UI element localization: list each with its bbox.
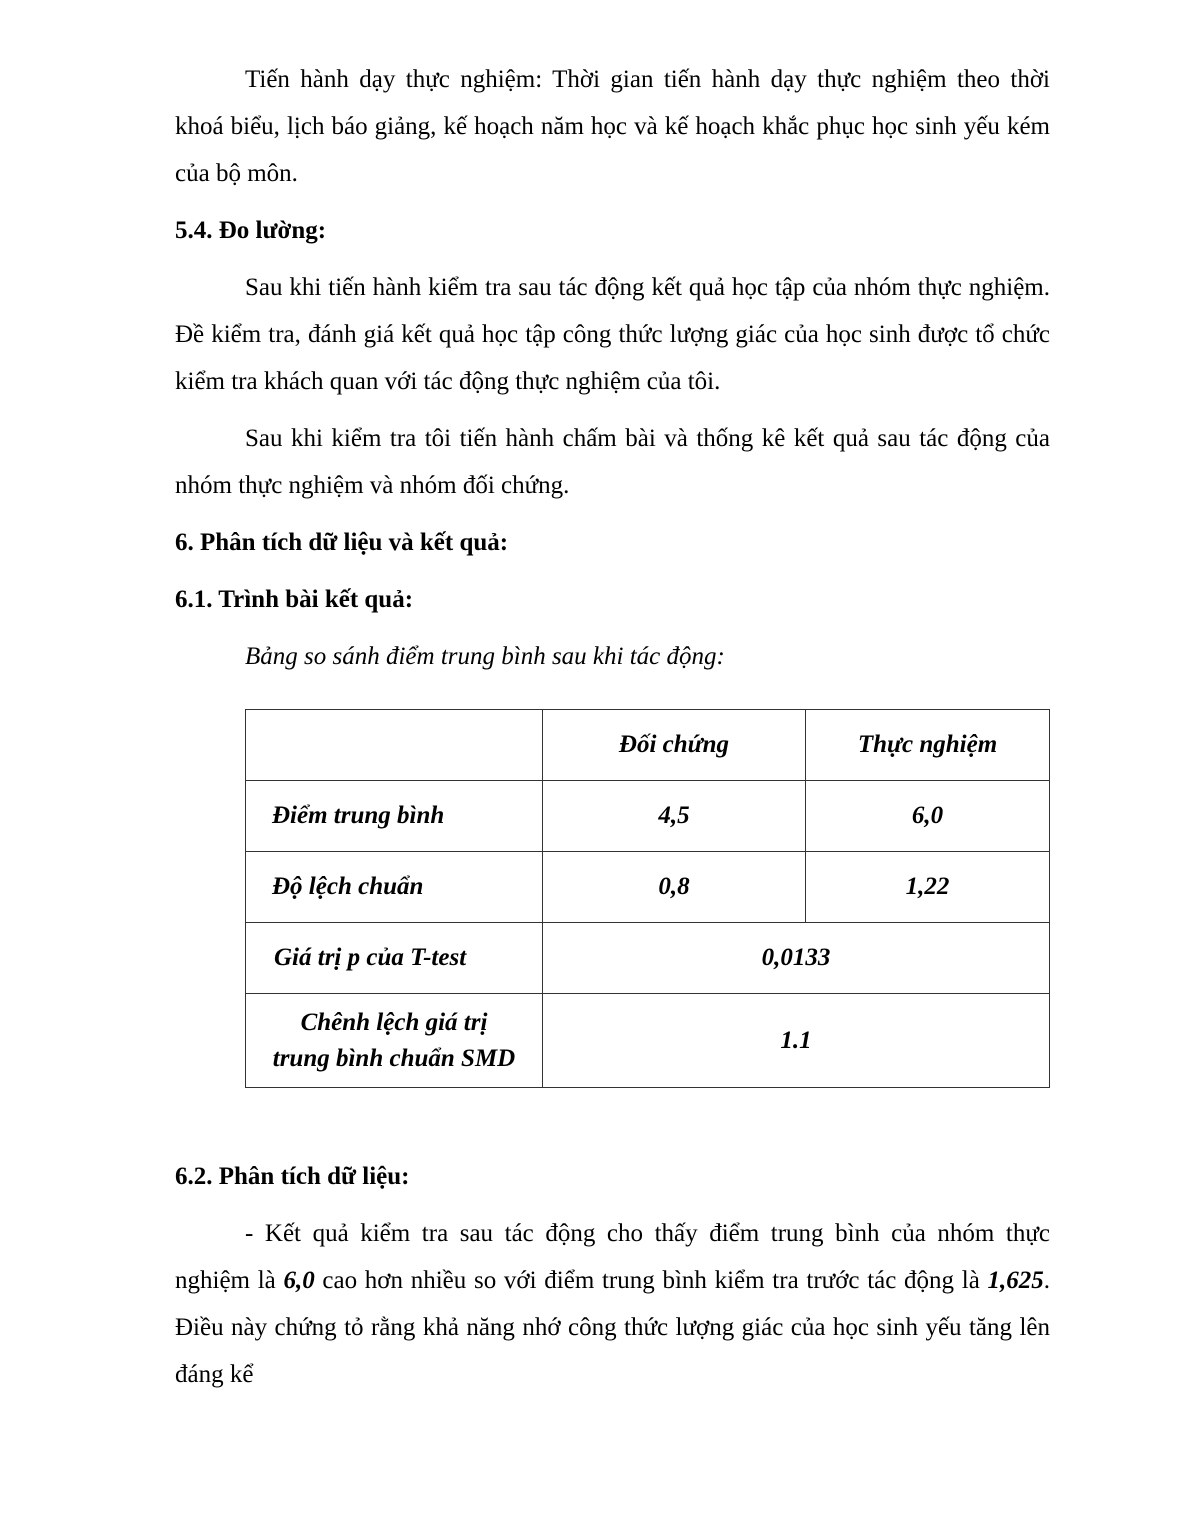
analysis-text-c: . Điều này chứng tỏ rằng khả năng nhớ công thức lượng giác của học sinh yếu tăng lên đáng kể xyxy=(175,1267,1051,1388)
row-smd-label-line1: Chênh lệch giá trị xyxy=(300,1008,488,1036)
heading-6-1: 6.1. Trình bài kết quả: xyxy=(175,586,414,613)
table-row-p xyxy=(246,923,1050,994)
row-mean-control: 4,5 xyxy=(543,781,806,852)
table-row-sd xyxy=(246,852,1050,923)
row-mean-label: Điểm trung bình xyxy=(246,781,543,852)
table-caption: Bảng so sánh điểm trung bình sau khi tác động: xyxy=(245,643,725,670)
document-page xyxy=(175,56,1050,680)
analysis-text-a: - Kết quả kiểm tra sau tác động cho thấy điểm trung bình của nhóm thực nghiệm là xyxy=(175,1220,1050,1294)
row-smd-label xyxy=(246,994,543,1088)
analysis-value-b: 1,625 xyxy=(987,1267,1044,1294)
table-row-mean xyxy=(246,781,1050,852)
table-row-smd xyxy=(246,994,1050,1088)
row-sd-experiment: 1,22 xyxy=(806,852,1050,923)
row-sd-label: Độ lệch chuẩn xyxy=(246,852,543,923)
paragraph-analysis xyxy=(175,1210,1050,1398)
results-table xyxy=(245,709,1050,1088)
heading-6: 6. Phân tích dữ liệu và kết quả: xyxy=(175,529,509,556)
heading-5-4: 5.4. Đo lường: xyxy=(175,217,327,244)
row-smd-value: 1.1 xyxy=(543,994,1050,1088)
heading-6-2: 6.2. Phân tích dữ liệu: xyxy=(175,1163,410,1190)
row-smd-label-line2: trung bình chuẩn SMD xyxy=(272,1044,516,1072)
paragraph-measurement: Sau khi tiến hành kiểm tra sau tác động kết quả học tập của nhóm thực nghiệm. Đề kiểm tra, đánh giá kết quả học tập công thức lượng giác của học sinh được tổ chức kiểm tra khách quan với tác động thực nghiệm của tôi. xyxy=(175,274,1050,395)
document-page-lower xyxy=(175,1153,1050,1398)
row-p-label: Giá trị p của T-test xyxy=(246,923,543,994)
analysis-text-b: cao hơn nhiều so với điểm trung bình kiểm tra trước tác động là xyxy=(314,1267,988,1294)
analysis-value-a: 6,0 xyxy=(283,1267,315,1294)
row-sd-control: 0,8 xyxy=(543,852,806,923)
row-mean-experiment: 6,0 xyxy=(806,781,1050,852)
table-header-row xyxy=(246,710,1050,781)
table-cell-empty xyxy=(246,710,543,781)
paragraph-teaching: Tiến hành dạy thực nghiệm: Thời gian tiến hành dạy thực nghiệm theo thời khoá biểu, lịch báo giảng, kế hoạch năm học và kế hoạch khắc phục học sinh yếu kém của bộ môn. xyxy=(175,66,1050,187)
row-p-value: 0,0133 xyxy=(543,923,1050,994)
header-control: Đối chứng xyxy=(543,710,806,781)
paragraph-grading: Sau khi kiểm tra tôi tiến hành chấm bài và thống kê kết quả sau tác động của nhóm thực nghiệm và nhóm đối chứng. xyxy=(175,425,1050,499)
header-experiment: Thực nghiệm xyxy=(806,710,1050,781)
